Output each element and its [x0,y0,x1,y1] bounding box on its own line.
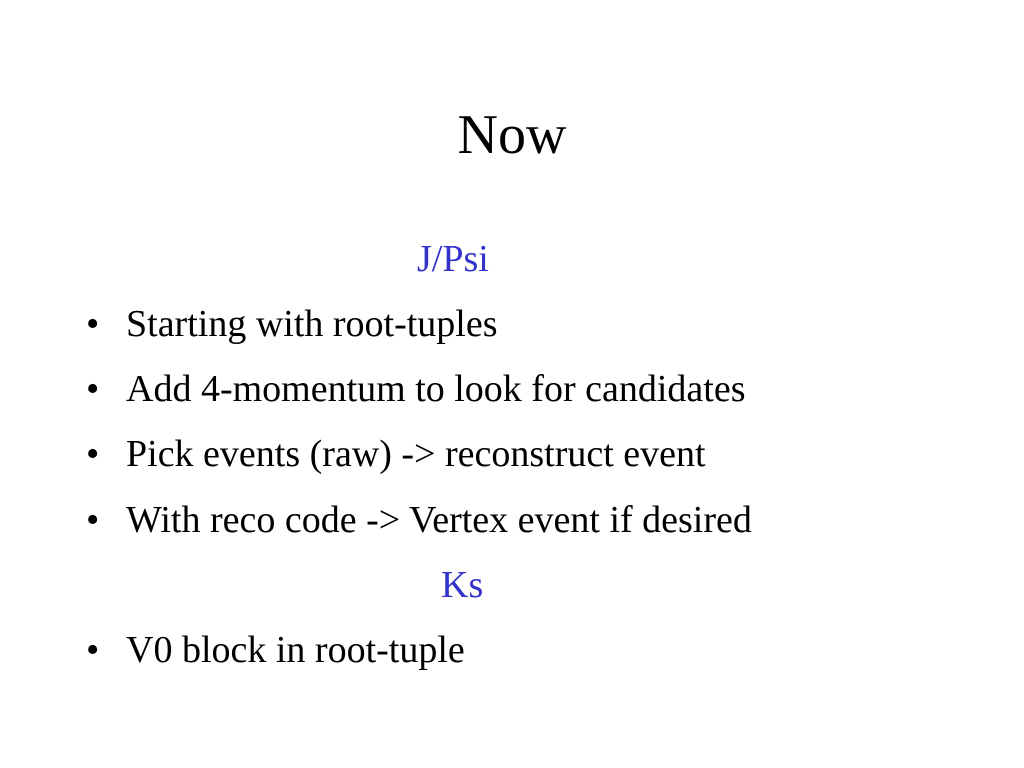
bullet-icon: • [86,499,100,541]
bullet-item [86,626,465,674]
bullet-icon: • [86,433,100,475]
bullet-text: Starting with root-tuples [126,303,498,345]
bullet-item [86,496,752,544]
bullet-item [86,300,498,348]
slide-title: Now [457,104,567,166]
bullet-text: V0 block in root-tuple [126,629,465,671]
bullet-text: With reco code -> Vertex event if desired [126,499,752,541]
bullet-icon: • [86,629,100,671]
section-heading-ks: Ks [441,564,484,606]
bullet-icon: • [86,303,100,345]
bullet-text: Add 4-momentum to look for candidates [126,368,746,410]
bullet-item [86,430,706,478]
bullet-item [86,365,746,413]
section-heading-jpsi: J/Psi [417,238,489,280]
bullet-text: Pick events (raw) -> reconstruct event [126,433,706,475]
bullet-icon: • [86,368,100,410]
